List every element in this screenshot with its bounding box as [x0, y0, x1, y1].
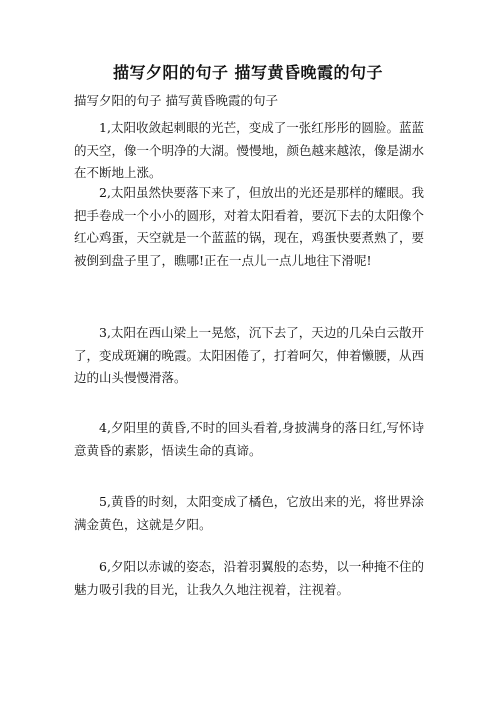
- paragraph-5: 5,黄昏的时刻，太阳变成了橘色，它放出来的光，将世界涂满金黄色，这就是夕阳。: [74, 494, 424, 532]
- paragraph-4: 4,夕阳里的黄昏,不时的回头看着,身披满身的落日红,写怀诗意黄昏的素影，悟读生命的真谛。: [74, 420, 424, 458]
- page-subtitle: 描写夕阳的句子 描写黄昏晚霞的句子: [74, 93, 278, 108]
- paragraph-6: 6,夕阳以赤诚的姿态，沿着羽翼般的态势，以一种掩不住的魅力吸引我的目光，让我久久地注视着，注视着。: [74, 559, 424, 597]
- paragraph-1: 1,太阳收敛起刺眼的光芒，变成了一张红彤彤的圆脸。蓝蓝的天空，像一个明净的大湖。慢慢地，颜色越来越浓，像是湖水在不断地上涨。: [74, 120, 425, 180]
- page-title: 描写夕阳的句子 描写黄昏晚霞的句子: [112, 63, 384, 82]
- paragraph-2: 2,太阳虽然快要落下来了，但放出的光还是那样的耀眼。我把手卷成一个小小的圆形，对着太阳看着，要沉下去的太阳像个红心鸡蛋，天空就是一个蓝蓝的锅，现在，鸡蛋快要煮熟了，要被倒到盘子里了，瞧哪!正在一点儿一点儿地往下滑呢!: [74, 185, 425, 268]
- paragraph-3: 3,太阳在西山梁上一晃悠，沉下去了，天边的几朵白云散开了，变成斑斓的晚霞。太阳困倦了，打着呵欠，伸着懒腰，从西边的山头慢慢滑落。: [74, 325, 425, 385]
